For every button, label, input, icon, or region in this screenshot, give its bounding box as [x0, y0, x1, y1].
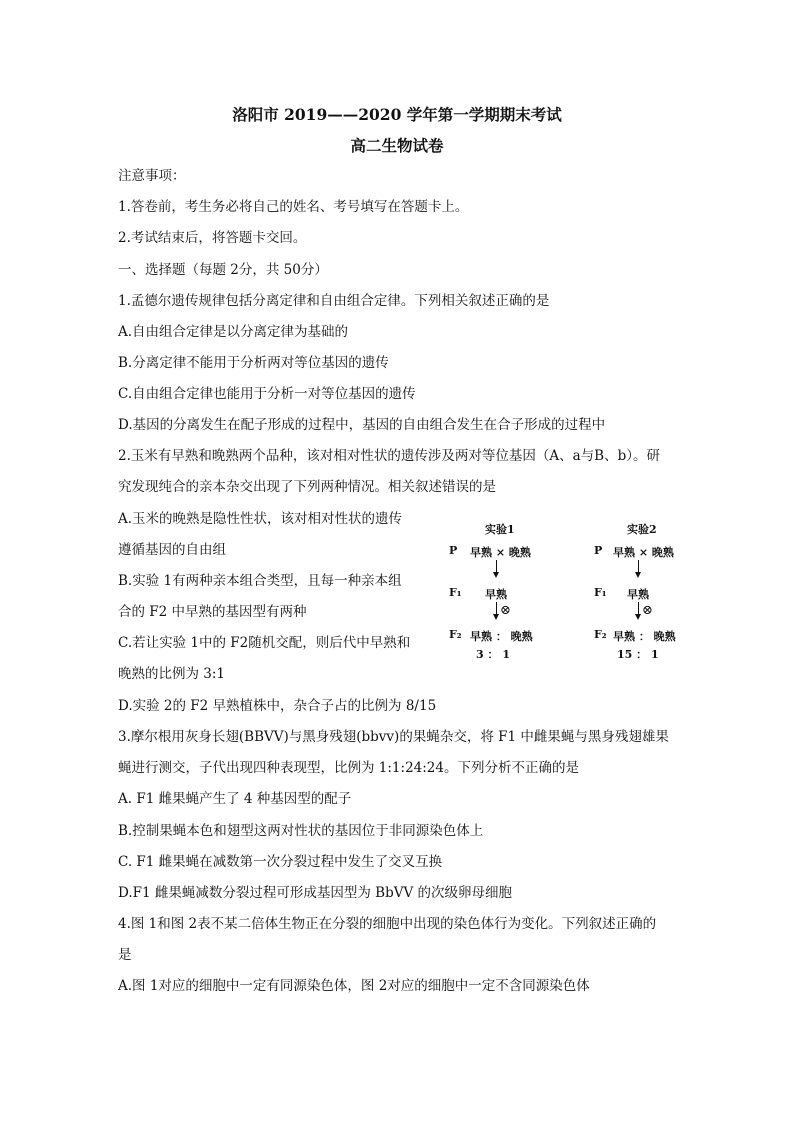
question-3-option-a: A. F1 雌果蝇产生了 4 种基因型的配子	[118, 791, 352, 807]
question-1-option-b: B.分离定律不能用于分析两对等位基因的遗传	[118, 355, 389, 371]
exam-subtitle: 高二生物试卷	[350, 136, 444, 155]
exam-title: 洛阳市 2019——2020 学年第一学期期末考试	[232, 105, 562, 124]
exp2-arrow-p-f1	[638, 560, 639, 576]
question-1-stem: 1.孟德尔遗传规律包括分离定律和自由组合定律。下列相关叙述正确的是	[118, 293, 550, 309]
question-3-option-b: B.控制果蝇本色和翅型这两对性状的基因位于非同源染色体上	[118, 823, 484, 839]
note-item: 1.答卷前，考生务必将自己的姓名、考号填写在答题卡上。	[118, 199, 469, 215]
exp1-f1: 早熟	[485, 588, 507, 601]
question-2-option-c-cont: 晚熟的比例为 3:1	[118, 666, 226, 682]
exp2-arrow-f1-f2	[638, 602, 639, 618]
exp1-p-label: P	[449, 544, 458, 557]
question-2-option-d: D.实验 2的 F2 早熟植株中，杂合子占的比例为 8/15	[118, 698, 437, 714]
question-2-stem: 2.玉米有早熟和晚熟两个品种，该对相对性状的遗传涉及两对等位基因（A、a与B、b）。研	[118, 448, 660, 464]
exp1-f1-label: F₁	[449, 586, 462, 599]
question-3-stem: 3.摩尔根用灰身长翅(BBVV)与黑身残翅(bbvv)的果蝇杂交，将 F1 中雌果蝇与黑身残翅雄果	[118, 729, 669, 745]
section-heading: 一、选择题（每题 2分，共 50分）	[118, 262, 328, 278]
question-4-stem: 4.图 1和图 2表不某二倍体生物正在分裂的细胞中出现的染色体行为变化。下列叙述正确的	[118, 916, 657, 932]
note-item: 2.考试结束后，将答题卡交回。	[118, 230, 307, 246]
question-1-option-c: C.自由组合定律也能用于分析一对等位基因的遗传	[118, 386, 416, 402]
question-3-option-c: C. F1 雌果蝇在减数第一次分裂过程中发生了交叉互换	[118, 854, 443, 870]
question-2-option-b: B.实验 1有两种亲本组合类型，且每一种亲本组	[118, 573, 402, 589]
exp2-p-cross: 早熟 × 晚熟	[613, 546, 674, 559]
exp1-selfing-icon: ⊗	[500, 603, 511, 618]
exp1-title: 实验1	[485, 523, 515, 536]
exp2-f1: 早熟	[627, 588, 649, 601]
exp1-arrow-f1-f2	[496, 602, 497, 618]
exp2-f1-label: F₁	[594, 586, 607, 599]
question-2-option-a-cont: 遵循基因的自由组	[118, 542, 226, 558]
exp2-selfing-icon: ⊗	[642, 603, 653, 618]
exp2-p-label: P	[594, 544, 603, 557]
exp1-ratio: 3 ： 1	[476, 648, 510, 661]
notes-heading: 注意事项：	[118, 168, 186, 184]
exp1-f2: 早熟 ： 晚熟	[470, 630, 533, 643]
question-4-stem: 是	[118, 947, 132, 963]
exp1-arrow-p-f1	[496, 560, 497, 576]
exp2-title: 实验2	[627, 523, 657, 536]
question-3-stem: 蝇进行测交，子代出现四种表现型，比例为 1:1:24:24。下列分析不正确的是	[118, 760, 579, 776]
question-2-stem: 究发现纯合的亲本杂交出现了下列两种情况。相关叙述错误的是	[118, 479, 496, 495]
question-4-option-a: A.图 1对应的细胞中一定有同源染色体，图 2对应的细胞中一定不含同源染色体	[118, 978, 590, 994]
question-2-option-b-cont: 合的 F2 中早熟的基因型有两种	[118, 604, 307, 620]
question-3-option-d: D.F1 雌果蝇减数分裂过程可形成基因型为 BbVV 的次级卵母细胞	[118, 885, 513, 901]
exp1-p-cross: 早熟 × 晚熟	[470, 546, 531, 559]
question-2-option-a: A.玉米的晚熟是隐性性状，该对相对性状的遗传	[118, 511, 403, 527]
question-1-option-a: A.自由组合定律是以分离定律为基础的	[118, 324, 349, 340]
question-1-option-d: D.基因的分离发生在配子形成的过程中，基因的自由组合发生在合子形成的过程中	[118, 417, 606, 433]
question-2-option-c: C.若让实验 1中的 F2随机交配，则后代中早熟和	[118, 635, 411, 651]
exp2-f2-label: F₂	[594, 628, 607, 641]
exp2-ratio: 15 ： 1	[617, 648, 659, 661]
exp1-f2-label: F₂	[449, 628, 462, 641]
exp2-f2: 早熟 ： 晚熟	[613, 630, 676, 643]
